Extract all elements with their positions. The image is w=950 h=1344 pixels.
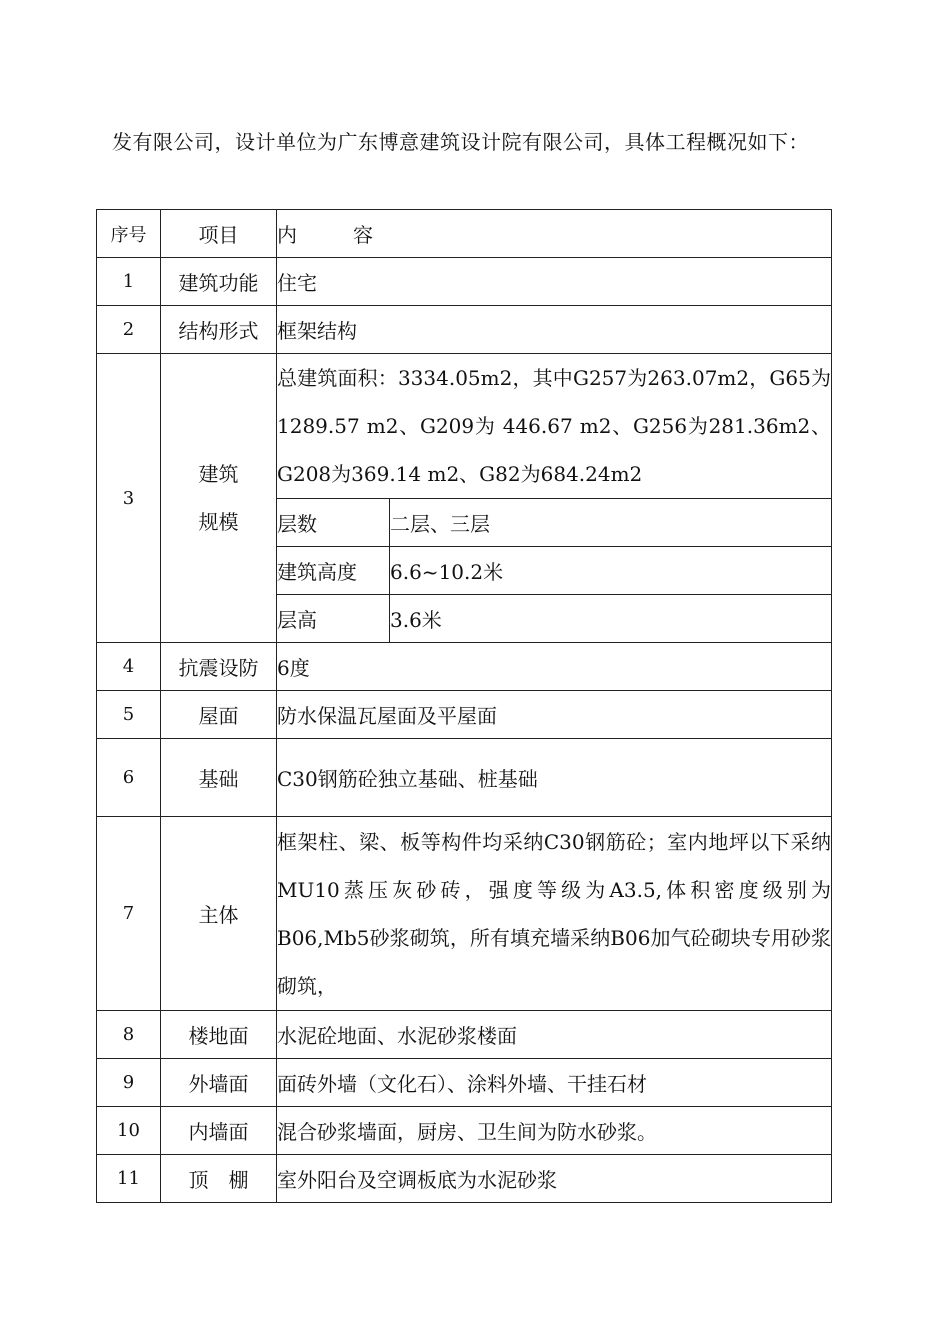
header-content: [277, 210, 832, 258]
row-content: 防水保温瓦屋面及平屋面: [277, 691, 832, 739]
row-no: 2: [97, 306, 161, 354]
row-no: 6: [97, 739, 161, 817]
row-content: 框架结构: [277, 306, 832, 354]
table-row: [97, 691, 832, 739]
sub-label: 层数: [277, 499, 390, 547]
row-item: 内墙面: [161, 1107, 277, 1155]
row-item-line1: 建筑: [198, 462, 239, 486]
row-content: 总建筑面积：3334.05m2，其中G257为263.07m2，G65为 1289.57 m2、G209为 446.67 m2、G256为281.36m2、G208为369.14 m2、G82为684.24m2: [277, 354, 832, 499]
row-item: 抗震设防: [161, 643, 277, 691]
sub-value: 6.6~10.2米: [390, 547, 832, 595]
row-content: 面砖外墙（文化石）、涂料外墙、干挂石材: [277, 1059, 832, 1107]
header-content-a: 内: [277, 223, 297, 247]
row-item: 外墙面: [161, 1059, 277, 1107]
table-row: [97, 739, 832, 817]
project-overview-table: [96, 209, 832, 1203]
table-row: [97, 258, 832, 306]
table-row: [97, 354, 832, 499]
intro-paragraph: 发有限公司，设计单位为广东博意建筑设计院有限公司，具体工程概况如下：: [112, 130, 809, 154]
row-content: 混合砂浆墙面，厨房、卫生间为防水砂浆。: [277, 1107, 832, 1155]
row-content: 水泥砼地面、水泥砂浆楼面: [277, 1011, 832, 1059]
row-content: 6度: [277, 643, 832, 691]
row-item: 顶 棚: [161, 1155, 277, 1203]
table-row: [97, 306, 832, 354]
row-item: [161, 354, 277, 643]
sub-label: 层高: [277, 595, 390, 643]
row-content: 室外阳台及空调板底为水泥砂浆: [277, 1155, 832, 1203]
row-no: 7: [97, 817, 161, 1011]
row-item: 建筑功能: [161, 258, 277, 306]
row-no: 9: [97, 1059, 161, 1107]
sub-label: 建筑高度: [277, 547, 390, 595]
sub-value: 二层、三层: [390, 499, 832, 547]
header-no: 序号: [97, 210, 161, 258]
row-item: 结构形式: [161, 306, 277, 354]
row-no: 4: [97, 643, 161, 691]
table-row: [97, 643, 832, 691]
row-item: 基础: [161, 739, 277, 817]
row-no: 10: [97, 1107, 161, 1155]
row-content: C30钢筋砼独立基础、桩基础: [277, 739, 832, 817]
row-item-line2: 规模: [198, 510, 239, 534]
row-no: 8: [97, 1011, 161, 1059]
header-item: 项目: [161, 210, 277, 258]
table-row: [97, 1059, 832, 1107]
row-item: 楼地面: [161, 1011, 277, 1059]
table-row: [97, 817, 832, 1011]
row-no: 3: [97, 354, 161, 643]
table-row: [97, 1155, 832, 1203]
row-content: 框架柱、梁、板等构件均采纳C30钢筋砼；室内地坪以下采纳MU10蒸压灰砂砖，强度等级为A3.5,体积密度级别为B06,Mb5砂浆砌筑，所有填充墙采纳B06加气砼砌块专用砂浆砌筑，: [277, 817, 832, 1011]
header-content-b: 容: [353, 223, 373, 247]
row-item: 主体: [161, 817, 277, 1011]
row-no: 5: [97, 691, 161, 739]
sub-value: 3.6米: [390, 595, 832, 643]
table-header-row: [97, 210, 832, 258]
row-content: 住宅: [277, 258, 832, 306]
table-row: [97, 1011, 832, 1059]
row-item: 屋面: [161, 691, 277, 739]
row-no: 1: [97, 258, 161, 306]
table-row: [97, 1107, 832, 1155]
row-no: 11: [97, 1155, 161, 1203]
